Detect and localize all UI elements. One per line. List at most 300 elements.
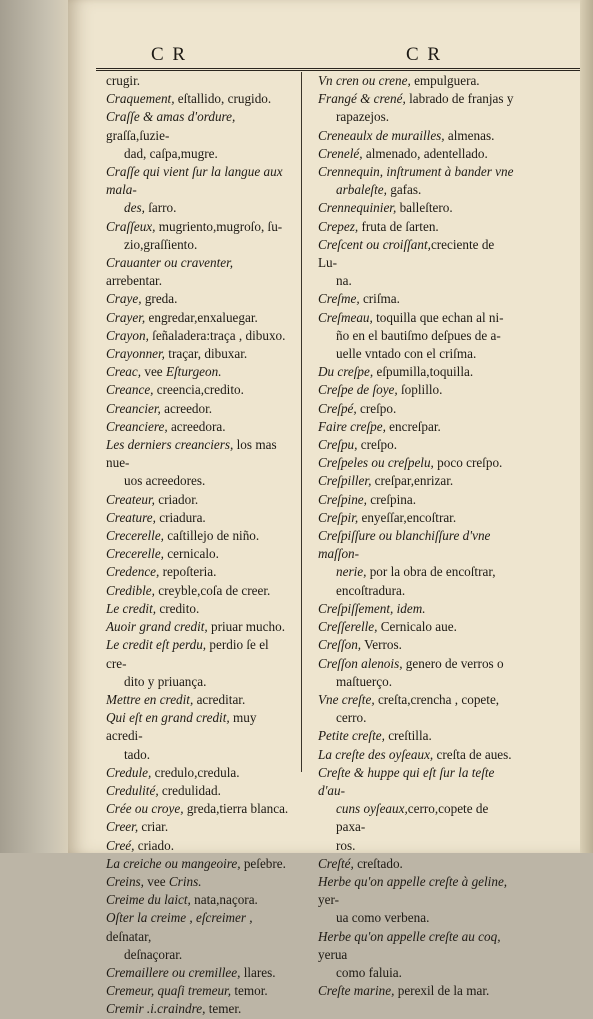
entry-headword: Cremir .i.craindre, — [106, 1001, 206, 1017]
entry-line — [106, 381, 292, 399]
entry-definition: eſpumilla,toquilla. — [373, 364, 474, 380]
entry-line — [106, 691, 292, 709]
entry-definition: ño en el bautiſmo deſpues de a- — [336, 327, 501, 343]
entry-headword: des, — [124, 200, 145, 216]
dictionary-entry — [106, 163, 292, 218]
entry-continuation — [318, 800, 514, 836]
entry-line — [318, 236, 514, 272]
entry-line — [106, 764, 292, 782]
entry-line — [318, 928, 514, 964]
dictionary-entry — [106, 218, 292, 254]
entry-line — [318, 727, 514, 745]
entry-definition: creſpina. — [366, 491, 417, 507]
entry-definition: como faluia. — [336, 964, 402, 980]
entry-definition: creſta de aues. — [433, 746, 512, 762]
dictionary-entry — [106, 855, 292, 873]
entry-definition: credito. — [156, 600, 200, 616]
dictionary-entry — [318, 290, 514, 308]
entry-headword: Creſſon alenois, — [318, 655, 403, 671]
entry-headword: Creſpine, — [318, 491, 367, 507]
dictionary-entry — [106, 582, 292, 600]
entry-definition: na. — [336, 273, 352, 289]
dictionary-entry — [106, 982, 292, 1000]
entry-headword: La creſte des oyſeaux, — [318, 746, 434, 762]
entry-headword: Credence, — [106, 564, 160, 580]
dictionary-entry — [106, 764, 292, 782]
entry-line — [106, 163, 292, 199]
entry-definition: nata,naçora. — [190, 892, 258, 908]
entry-headword: Creſpir, — [318, 509, 359, 525]
dictionary-entry — [318, 199, 514, 217]
entry-definition: fruta de ſarten. — [358, 218, 439, 234]
entry-headword: Creſmeau, — [318, 309, 373, 325]
entry-headword: Creſme, — [318, 291, 360, 307]
entry-headword: Creſpé, — [318, 400, 357, 416]
entry-line — [106, 218, 292, 236]
dictionary-entry — [106, 108, 292, 163]
entry-definition: dito y priuança. — [124, 673, 207, 689]
entry-line — [318, 436, 514, 454]
entry-headword: Creanciere, — [106, 418, 168, 434]
entry-definition: cerro,copete de paxa- — [336, 801, 489, 835]
entry-line — [106, 964, 292, 982]
entry-definition: encoſtradura. — [336, 582, 406, 598]
entry-crossref: Crins. — [168, 873, 202, 889]
entry-definition: criadura. — [155, 509, 206, 525]
entry-line — [106, 618, 292, 636]
dictionary-entry — [106, 709, 292, 764]
entry-headword: Creer, — [106, 819, 139, 835]
entry-headword: Creé, — [106, 837, 135, 853]
entry-line — [106, 90, 292, 108]
entry-headword: Petite creſte, — [318, 728, 385, 744]
entry-definition: criſma. — [359, 291, 400, 307]
entry-line — [318, 363, 514, 381]
entry-definition: vee — [143, 873, 169, 889]
entry-continuation — [318, 582, 514, 600]
entry-continuation — [318, 345, 514, 363]
dictionary-entry — [318, 982, 514, 1000]
entry-headword: Creſpiller, — [318, 473, 372, 489]
entry-definition: ua como verbena. — [336, 910, 430, 926]
entry-headword: Creancier, — [106, 400, 161, 416]
entry-definition: criador. — [154, 491, 199, 507]
entry-headword: Craſſe & amas d'ordure, — [106, 109, 236, 125]
entry-line — [106, 636, 292, 672]
dictionary-entry — [318, 418, 514, 436]
entry-definition: criar. — [138, 819, 169, 835]
dictionary-entry — [318, 381, 514, 399]
dictionary-entry — [318, 72, 514, 90]
entry-headword: cuns oyſeaux, — [336, 801, 408, 817]
entry-line — [106, 709, 292, 745]
dictionary-entry — [106, 327, 292, 345]
dictionary-entry — [106, 873, 292, 891]
entry-line — [318, 127, 514, 145]
entry-definition: graſſa,ſuzie- — [106, 127, 170, 143]
entry-definition: ros. — [336, 837, 356, 853]
page-edge — [580, 0, 593, 853]
entry-line — [106, 855, 292, 873]
entry-line — [318, 636, 514, 654]
running-header — [96, 44, 580, 66]
dictionary-entry — [318, 928, 514, 983]
entry-definition: creſta,crencha , copete, — [374, 691, 500, 707]
entry-headword: Auoir grand credit, — [106, 619, 208, 635]
entry-headword: Qui eſt en grand credit, — [106, 710, 230, 726]
entry-definition: arrebentar. — [106, 273, 163, 289]
right-column — [318, 72, 514, 1000]
entry-definition: Verros. — [361, 637, 402, 653]
dictionary-entry — [318, 454, 514, 472]
dictionary-entry — [318, 218, 514, 236]
entry-definition: engredar,enxaluegar. — [145, 309, 258, 325]
entry-definition: creſpo. — [357, 437, 397, 453]
entry-definition: encreſpar. — [385, 418, 441, 434]
entry-headword: Creſpeles ou creſpelu, — [318, 455, 434, 471]
entry-headword: Creſcent ou croiſſant, — [318, 236, 431, 252]
entry-definition: ſarro. — [144, 200, 177, 216]
entry-headword: Cremeur, quaſi tremeur, — [106, 983, 232, 999]
entry-line — [318, 855, 514, 873]
entry-headword: Herbe qu'on appelle creſte au coq, — [318, 928, 501, 944]
entry-headword: Herbe qu'on appelle creſte à geline, — [318, 873, 508, 889]
entry-continuation — [318, 964, 514, 982]
entry-definition: Cernicalo aue. — [377, 619, 457, 635]
dictionary-entry — [106, 363, 292, 381]
entry-definition: almenas. — [444, 127, 495, 143]
entry-line — [318, 72, 514, 90]
entry-headword: Crecerelle, — [106, 546, 164, 562]
entry-crossref: Eſturgeon. — [165, 364, 222, 380]
entry-definition: genero de verros o — [402, 655, 504, 671]
entry-definition: creſtado. — [353, 855, 403, 871]
entry-headword: Creance, — [106, 382, 154, 398]
dictionary-entry — [106, 618, 292, 636]
entry-definition: yerua — [318, 946, 348, 962]
dictionary-entry — [106, 545, 292, 563]
entry-definition: repoſteria. — [159, 564, 217, 580]
entry-headword: Credible, — [106, 582, 155, 598]
entry-line — [318, 527, 514, 563]
entry-definition: caſtillejo de niño. — [163, 528, 260, 544]
entry-definition: greda. — [141, 291, 178, 307]
entry-line — [318, 472, 514, 490]
dictionary-entry — [318, 163, 514, 199]
entry-headword: Creſpe de ſoye, — [318, 382, 398, 398]
entry-line — [318, 400, 514, 418]
dictionary-entry — [318, 400, 514, 418]
dictionary-entry — [318, 764, 514, 855]
dictionary-entry — [318, 127, 514, 145]
entry-definition: creſpo. — [356, 400, 397, 416]
entry-definition: creyble,coſa de creer. — [154, 582, 271, 598]
entry-definition: acreditar. — [193, 691, 246, 707]
entry-headword: Craſſeux, — [106, 218, 156, 234]
dictionary-entry — [106, 563, 292, 581]
dictionary-entry — [318, 873, 514, 928]
entry-line — [106, 582, 292, 600]
entry-line — [106, 254, 292, 290]
column-divider — [301, 72, 302, 772]
entry-line — [318, 163, 514, 181]
entry-line — [318, 764, 514, 800]
entry-continuation — [318, 181, 514, 199]
entry-line — [106, 837, 292, 855]
entry-headword: Craquement, — [106, 91, 175, 107]
entry-line — [106, 309, 292, 327]
header-right: C R — [406, 44, 443, 65]
entry-definition: credulo,credula. — [151, 764, 240, 780]
dictionary-entry — [318, 472, 514, 490]
entry-continuation — [106, 236, 292, 254]
dictionary-entry — [318, 236, 514, 291]
entry-definition: los mas nue- — [106, 437, 277, 471]
entry-line — [106, 400, 292, 418]
entry-line — [106, 891, 292, 909]
dictionary-entry — [106, 600, 292, 618]
dictionary-entry — [106, 418, 292, 436]
dictionary-entry — [106, 309, 292, 327]
entry-headword: Crayer, — [106, 309, 146, 325]
entry-definition: ſoplillo. — [397, 382, 443, 398]
entry-headword: Oſter la creime , eſcreimer , — [106, 910, 253, 926]
entry-line — [106, 909, 292, 945]
dictionary-entry — [106, 818, 292, 836]
entry-line — [106, 800, 292, 818]
entry-continuation — [106, 199, 292, 217]
dictionary-entry — [106, 290, 292, 308]
entry-definition: toquilla que echan al ni- — [372, 309, 504, 325]
entry-continuation — [106, 472, 292, 490]
dictionary-entry — [318, 691, 514, 727]
entry-headword: Creſſerelle, — [318, 619, 378, 635]
entry-definition: credulidad. — [158, 782, 221, 798]
entry-headword: Craſſe qui vient ſur la langue aux mala- — [106, 164, 283, 198]
entry-line — [318, 418, 514, 436]
entry-definition: maſtuerço. — [336, 673, 393, 689]
dictionary-entry — [318, 727, 514, 745]
entry-line — [106, 563, 292, 581]
dictionary-entry — [106, 254, 292, 290]
entry-definition: por la obra de encoſtrar, — [366, 564, 496, 580]
dictionary-entry — [106, 964, 292, 982]
dictionary-entry — [106, 782, 292, 800]
entry-headword: Credule, — [106, 764, 152, 780]
entry-line — [318, 290, 514, 308]
dictionary-entry — [106, 491, 292, 509]
entry-continuation — [106, 673, 292, 691]
entry-definition: mugriento,mugroſo, ſu- — [155, 218, 283, 234]
entry-definition: temor. — [231, 983, 268, 999]
dictionary-entry — [318, 363, 514, 381]
dictionary-entry — [318, 309, 514, 364]
entry-headword: Crayonner, — [106, 346, 165, 362]
entry-continuation — [318, 909, 514, 927]
entry-headword: Creſſon, — [318, 637, 362, 653]
entry-line — [106, 290, 292, 308]
entry-line — [106, 418, 292, 436]
entry-headword: Crenelé, — [318, 145, 363, 161]
dictionary-entry — [318, 855, 514, 873]
entry-headword: Le credit, — [106, 600, 157, 616]
entry-line — [106, 491, 292, 509]
dictionary-entry — [318, 509, 514, 527]
entry-definition: enyeſſar,encoſtrar. — [358, 509, 457, 525]
entry-definition: tado. — [124, 746, 151, 762]
entry-line — [106, 545, 292, 563]
entry-line — [318, 218, 514, 236]
entry-headword: Mettre en credit, — [106, 691, 194, 707]
dictionary-entry — [106, 381, 292, 399]
entry-line — [106, 108, 292, 144]
entry-definition: labrado de franjas y — [405, 91, 514, 107]
entry-headword: Vn cren ou crene, — [318, 73, 411, 88]
left-column — [106, 72, 292, 1019]
entry-definition: creſpar,enrizar. — [371, 473, 454, 489]
entry-continuation — [318, 272, 514, 290]
entry-definition: traçar, dibuxar. — [164, 346, 248, 362]
entry-line — [106, 436, 292, 472]
entry-definition: eſtallido, crugido. — [174, 91, 272, 107]
entry-headword: Creſpiſſement, idem. — [318, 600, 426, 616]
entry-line — [106, 600, 292, 618]
entry-continuation — [106, 746, 292, 764]
entry-headword: Creſpiſſure ou blanchiſſure d'vne maſſon- — [318, 528, 491, 562]
dictionary-entry — [318, 600, 514, 618]
entry-line — [106, 982, 292, 1000]
entry-headword: Crepez, — [318, 218, 359, 234]
entry-continuation — [106, 145, 292, 163]
entry-headword: Crennequinier, — [318, 200, 397, 216]
entry-headword: Creac, — [106, 364, 142, 380]
entry-line — [106, 782, 292, 800]
entry-headword: Du creſpe, — [318, 364, 374, 380]
entry-definition: uos acreedores. — [124, 473, 206, 489]
entry-headword: Creſte & huppe qui eſt ſur la teſte d'au- — [318, 764, 495, 798]
entry-line — [318, 309, 514, 327]
entry-definition: gafas. — [386, 182, 422, 198]
entry-headword: Les derniers creanciers, — [106, 437, 234, 453]
entry-line — [106, 1000, 292, 1018]
entry-continuation — [318, 673, 514, 691]
dictionary-entry — [106, 527, 292, 545]
entry-definition: creſtilla. — [384, 728, 432, 744]
entry-line — [318, 491, 514, 509]
entry-definition: acreedora. — [167, 418, 226, 434]
entry-headword: Crennequin, inſtrument à bander vne — [318, 164, 514, 180]
entry-line — [318, 873, 514, 909]
entry-definition: almenado, adentellado. — [362, 145, 488, 161]
entry-definition: balleſtero. — [396, 200, 453, 216]
entry-line — [106, 72, 292, 90]
entry-headword: Crée ou croye, — [106, 801, 184, 817]
dictionary-entry — [106, 1000, 292, 1018]
entry-line — [318, 381, 514, 399]
dictionary-entry — [106, 636, 292, 691]
dictionary-entry — [106, 90, 292, 108]
entry-headword: arbaleſte, — [336, 182, 387, 198]
entry-line — [318, 618, 514, 636]
dictionary-entry — [106, 345, 292, 363]
entry-definition: empulguera. — [410, 73, 480, 88]
entry-line — [318, 655, 514, 673]
entry-headword: Creime du laict, — [106, 892, 191, 908]
entry-headword: Credulité, — [106, 782, 159, 798]
entry-headword: Creſte marine, — [318, 983, 395, 999]
entry-definition: creciente de Lu- — [318, 236, 495, 271]
entry-continuation — [318, 108, 514, 126]
entry-line — [318, 199, 514, 217]
entry-definition: poco creſpo. — [433, 455, 503, 471]
dictionary-entry — [318, 655, 514, 691]
entry-continuation — [318, 709, 514, 727]
entry-definition: muy acredi- — [106, 710, 257, 744]
dictionary-entry — [106, 509, 292, 527]
entry-line — [318, 90, 514, 108]
entry-continuation — [318, 327, 514, 345]
dictionary-entry — [318, 618, 514, 636]
entry-headword: Crauanter ou craventer, — [106, 255, 234, 271]
entry-definition: perexil de la mar. — [394, 983, 490, 999]
entry-headword: Le credit eſt perdu, — [106, 637, 207, 653]
entry-headword: Creſté, — [318, 855, 354, 871]
dictionary-entry — [318, 527, 514, 600]
dictionary-entry — [106, 400, 292, 418]
entry-definition: creencia,credito. — [153, 382, 244, 398]
entry-definition: greda,tierra blanca. — [183, 801, 289, 817]
entry-headword: Cremaillere ou cremillee, — [106, 964, 241, 980]
entry-definition: peſebre. — [240, 855, 286, 871]
entry-headword: Vne creſte, — [318, 691, 375, 707]
entry-definition: yer- — [318, 892, 339, 908]
entry-headword: Craye, — [106, 291, 142, 307]
dictionary-entry — [106, 72, 292, 90]
entry-definition: dad, caſpa,mugre. — [124, 145, 218, 161]
dictionary-entry — [106, 800, 292, 818]
book-gutter — [0, 0, 68, 853]
entry-definition: temer. — [205, 1001, 242, 1017]
entry-definition: cernicalo. — [163, 546, 219, 562]
entry-line — [106, 873, 292, 891]
dictionary-entry — [318, 746, 514, 764]
entry-headword: Faire creſpe, — [318, 418, 386, 434]
entry-line — [106, 527, 292, 545]
entry-definition: crugir. — [106, 73, 141, 88]
entry-line — [318, 145, 514, 163]
entry-definition: ſeñaladera:traça , dibuxo. — [148, 327, 286, 343]
entry-headword: Frangé & crené, — [318, 91, 406, 107]
entry-line — [106, 363, 292, 381]
entry-headword: Creins, — [106, 873, 144, 889]
entry-definition: criado. — [134, 837, 174, 853]
dictionary-entry — [106, 436, 292, 491]
entry-headword: nerie, — [336, 564, 367, 580]
entry-definition: priuar mucho. — [207, 619, 285, 635]
entry-line — [318, 691, 514, 709]
entry-definition: acreedor. — [160, 400, 213, 416]
entry-definition: vee — [141, 364, 166, 380]
entry-line — [318, 600, 514, 618]
dictionary-entry — [106, 909, 292, 964]
dictionary-entry — [318, 491, 514, 509]
entry-definition: deſnatar, — [106, 928, 152, 944]
header-left: C R — [151, 44, 188, 65]
entry-headword: La creiche ou mangeoire, — [106, 855, 241, 871]
entry-continuation — [106, 946, 292, 964]
dictionary-entry — [318, 90, 514, 126]
dictionary-entry — [106, 891, 292, 909]
